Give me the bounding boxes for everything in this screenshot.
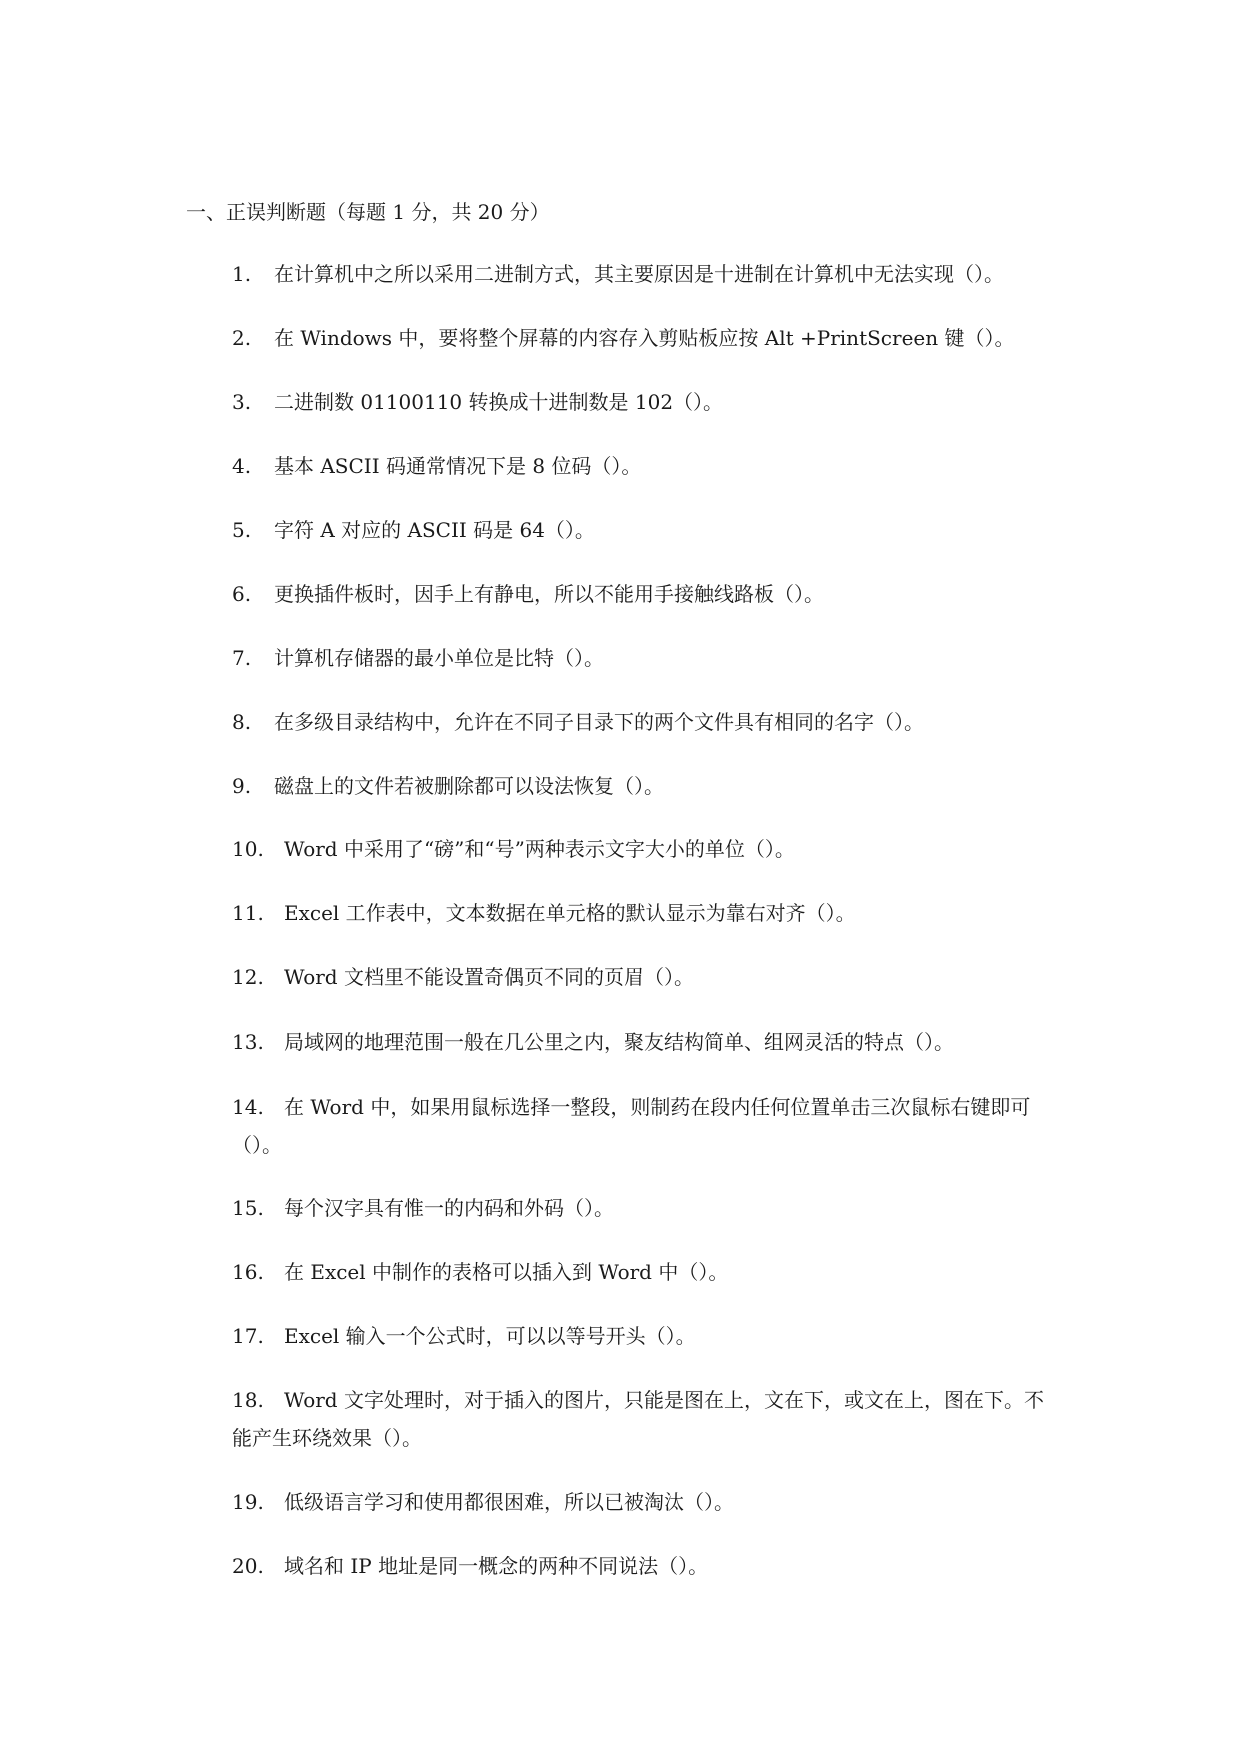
question-number: 5. <box>232 518 252 542</box>
question-text: Word 中采用了“磅”和“号”两种表示文字大小的单位（）。 <box>284 837 795 861</box>
question-text: 域名和 IP 地址是同一概念的两种不同说法（）。 <box>284 1554 709 1578</box>
question-20 <box>232 1547 1062 1585</box>
question-16 <box>232 1253 1062 1291</box>
question-text: 基本 ASCII 码通常情况下是 8 位码（）。 <box>274 454 642 478</box>
question-text: 在 Windows 中，要将整个屏幕的内容存入剪贴板应按 Alt +PrintScreen 键（）。 <box>274 326 1015 350</box>
question-5 <box>232 511 1062 549</box>
question-number: 11. <box>232 901 264 925</box>
question-text: Excel 工作表中，文本数据在单元格的默认显示为靠右对齐（）。 <box>284 901 856 925</box>
question-number: 2. <box>232 326 252 350</box>
question-number: 4. <box>232 454 252 478</box>
question-number: 16. <box>232 1260 264 1284</box>
question-text: 在 Excel 中制作的表格可以插入到 Word 中（）。 <box>284 1260 729 1284</box>
question-9 <box>232 767 1062 805</box>
question-12 <box>232 958 1062 996</box>
question-number: 13. <box>232 1030 264 1054</box>
question-text: 二进制数 01100110 转换成十进制数是 102（）。 <box>274 390 724 414</box>
question-17 <box>232 1317 1062 1355</box>
question-8 <box>232 703 1062 741</box>
question-number: 12. <box>232 965 264 989</box>
question-11 <box>232 894 1062 932</box>
section-title: 一、正误判断题（每题 1 分，共 20 分） <box>186 200 550 224</box>
question-text: 在 Word 中，如果用鼠标选择一整段，则制药在段内任何位置单击三次鼠标右键即可（）。 <box>232 1095 1031 1157</box>
question-number: 6. <box>232 582 252 606</box>
question-number: 3. <box>232 390 252 414</box>
question-number: 9. <box>232 774 252 798</box>
question-2 <box>232 319 1062 357</box>
question-4 <box>232 447 1062 485</box>
question-text: Word 文档里不能设置奇偶页不同的页眉（）。 <box>284 965 694 989</box>
question-text: 在计算机中之所以采用二进制方式，其主要原因是十进制在计算机中无法实现（）。 <box>274 262 1004 286</box>
question-14 <box>232 1088 1062 1164</box>
question-text: 每个汉字具有惟一的内码和外码（）。 <box>284 1196 614 1220</box>
question-10 <box>232 830 1062 868</box>
question-18 <box>232 1381 1062 1457</box>
question-number: 1. <box>232 262 252 286</box>
question-text: 在多级目录结构中，允许在不同子目录下的两个文件具有相同的名字（）。 <box>274 710 924 734</box>
question-7 <box>232 639 1062 677</box>
question-text: Excel 输入一个公式时，可以以等号开头（）。 <box>284 1324 696 1348</box>
question-number: 10. <box>232 837 264 861</box>
question-text: Word 文字处理时，对于插入的图片，只能是图在上，文在下，或文在上，图在下。不能产生环绕效果（）。 <box>232 1388 1044 1450</box>
question-number: 7. <box>232 646 252 670</box>
question-text: 低级语言学习和使用都很困难，所以已被淘汰（）。 <box>284 1490 734 1514</box>
question-text: 更换插件板时，因手上有静电，所以不能用手接触线路板（）。 <box>274 582 824 606</box>
question-15 <box>232 1189 1062 1227</box>
question-19 <box>232 1483 1062 1521</box>
question-number: 17. <box>232 1324 264 1348</box>
question-3 <box>232 383 1062 421</box>
question-number: 14. <box>232 1095 264 1119</box>
question-text: 磁盘上的文件若被删除都可以设法恢复（）。 <box>274 774 664 798</box>
question-6 <box>232 575 1062 613</box>
question-text: 局域网的地理范围一般在几公里之内，聚友结构简单、组网灵活的特点（）。 <box>284 1030 954 1054</box>
question-text: 字符 A 对应的 ASCII 码是 64（）。 <box>274 518 595 542</box>
question-text: 计算机存储器的最小单位是比特（）。 <box>274 646 604 670</box>
question-13 <box>232 1023 1062 1061</box>
question-number: 15. <box>232 1196 264 1220</box>
question-number: 18. <box>232 1388 264 1412</box>
question-1 <box>232 255 1062 293</box>
question-number: 19. <box>232 1490 264 1514</box>
question-number: 8. <box>232 710 252 734</box>
question-number: 20. <box>232 1554 264 1578</box>
